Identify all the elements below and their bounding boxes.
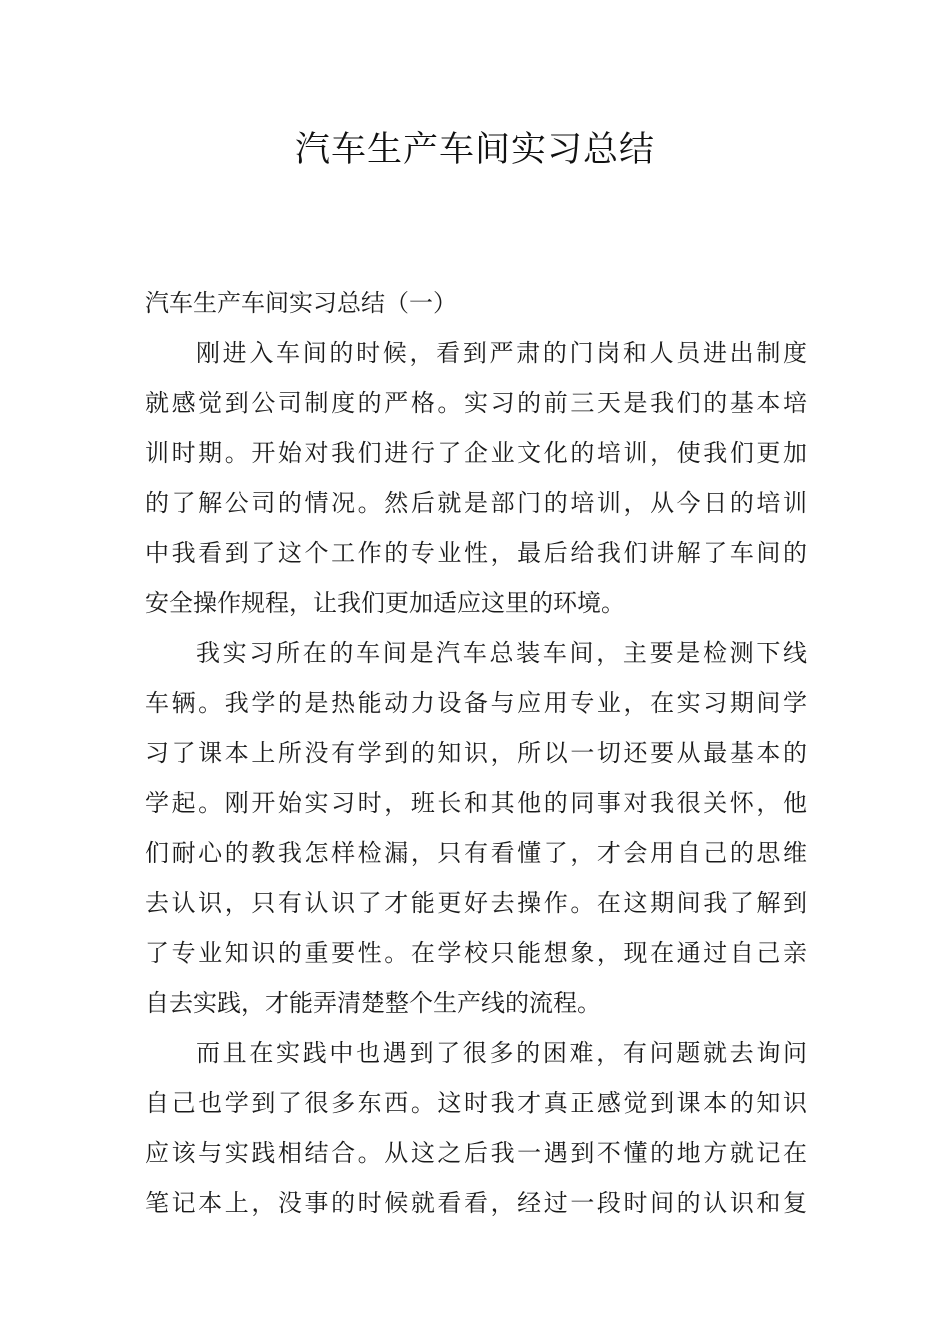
paragraph-line: 而且在实践中也遇到了很多的困难，有问题就去询问 [196,1039,807,1067]
paragraph-line: 我实习所在的车间是汽车总装车间，主要是检测下线 [196,639,807,667]
paragraph-line: 习了课本上所没有学到的知识，所以一切还要从最基本的 [145,739,807,767]
paragraph-line: 刚进入车间的时候，看到严肃的门岗和人员进出制度 [196,339,807,367]
paragraph-line: 应该与实践相结合。从这之后我一遇到不懂的地方就记在 [145,1139,807,1167]
paragraph-line: 中我看到了这个工作的专业性，最后给我们讲解了车间的 [145,539,807,567]
paragraph-line: 笔记本上，没事的时候就看看，经过一段时间的认识和复 [145,1189,807,1217]
paragraph-line: 车辆。我学的是热能动力设备与应用专业，在实习期间学 [145,689,807,717]
section-heading: 汽车生产车间实习总结（一） [145,289,457,317]
paragraph-line: 训时期。开始对我们进行了企业文化的培训，使我们更加 [145,439,807,467]
document-title: 汽车生产车间实习总结 [294,130,655,170]
paragraph-line: 的了解公司的情况。然后就是部门的培训，从今日的培训 [145,489,807,517]
paragraph-line: 了专业知识的重要性。在学校只能想象，现在通过自己亲 [145,939,807,967]
document-body [145,278,807,1228]
paragraph-2 [145,628,807,1028]
paragraph-line: 安全操作规程，让我们更加适应这里的环境。 [145,589,625,617]
paragraph-line: 自己也学到了很多东西。这时我才真正感觉到课本的知识 [145,1089,807,1117]
paragraph-3 [145,1028,807,1228]
paragraph-1 [145,328,807,628]
paragraph-line: 去认识，只有认识了才能更好去操作。在这期间我了解到 [145,889,807,917]
paragraph-line: 自去实践，才能弄清楚整个生产线的流程。 [145,989,601,1017]
paragraph-line: 就感觉到公司制度的严格。实习的前三天是我们的基本培 [145,389,807,417]
paragraph-line: 学起。刚开始实习时，班长和其他的同事对我很关怀，他 [145,789,807,817]
paragraph-line: 们耐心的教我怎样检漏，只有看懂了，才会用自己的思维 [145,839,807,867]
